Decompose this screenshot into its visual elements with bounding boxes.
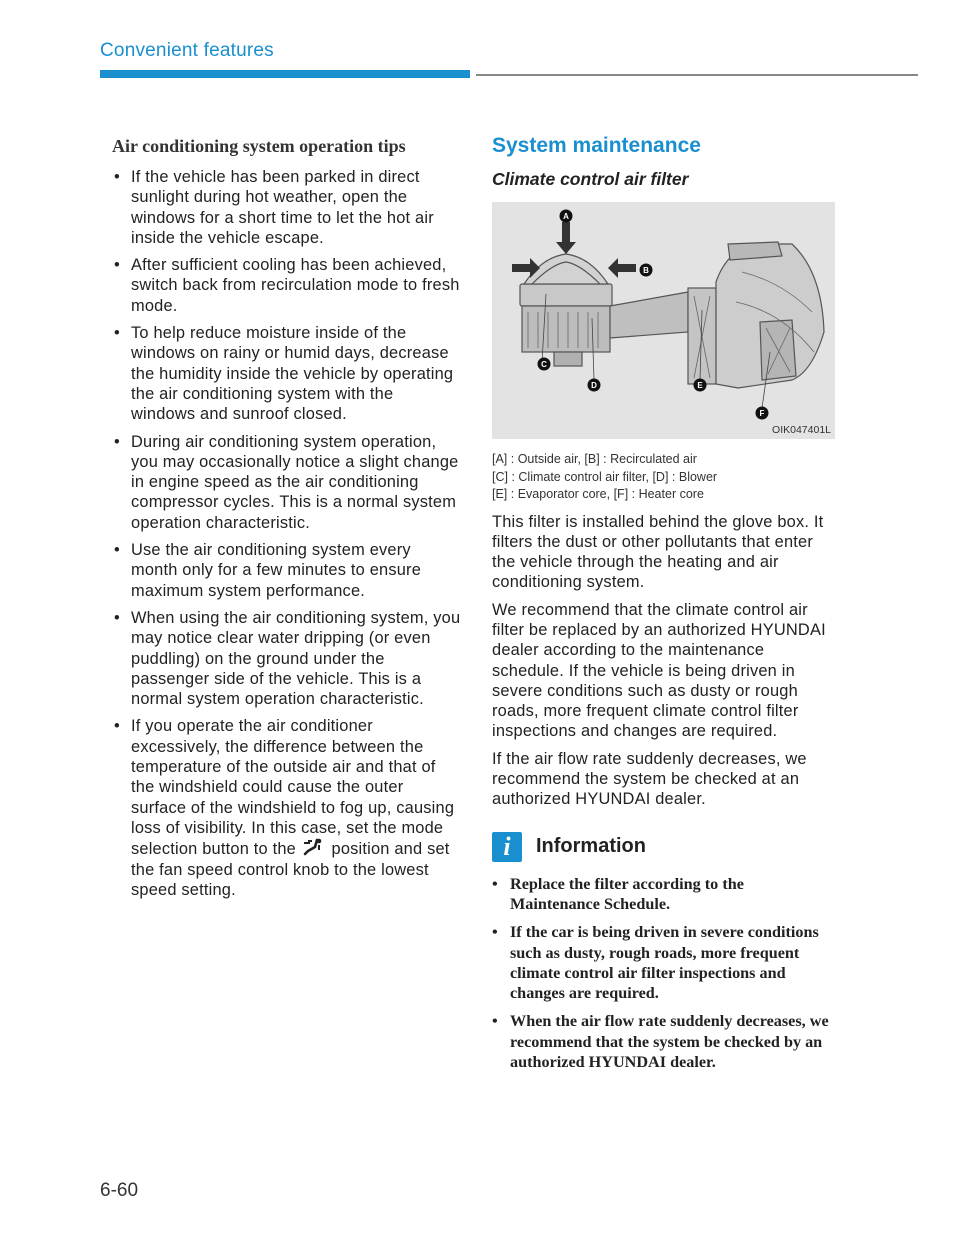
tip-text: After sufficient cooling has been achieved, switch back from recirculation mode to fresh mode. — [131, 256, 460, 315]
tip-item — [112, 167, 462, 248]
caption-line: [C] : Climate control air filter, [D] : Blower — [492, 469, 718, 484]
bullet: • — [114, 168, 120, 186]
bullet: • — [114, 324, 120, 343]
bullet: • — [114, 717, 120, 736]
bullet: • — [492, 874, 498, 893]
bullet: • — [114, 432, 120, 451]
right-column — [492, 134, 837, 1080]
bullet: • — [114, 608, 120, 627]
header-rule — [476, 74, 918, 76]
tip-item — [112, 716, 462, 900]
information-icon: i — [492, 832, 522, 862]
tip-text: To help reduce moisture inside of the windows on rainy or humid days, decrease the humidity inside the vehicle by operating the air conditioning system with the windows and sunroof closed. — [131, 324, 454, 424]
tip-item — [112, 608, 462, 709]
info-text: If the car is being driven in severe conditions such as dusty, rough roads, more frequent climate control air filter inspections and changes are required. — [510, 923, 819, 1003]
paragraph: This filter is installed behind the glove box. It filters the dust or other pollutants that enter the vehicle through the heating and air conditioning system. — [492, 512, 824, 592]
tip-text: If the vehicle has been parked in direct sunlight during hot weather, open the windows for a short time to let the hot air inside the vehicle escape. — [131, 168, 434, 247]
bullet: • — [114, 256, 120, 275]
section-title: Convenient features — [100, 40, 274, 61]
tip-text: When using the air conditioning system, you may notice clear water dripping (or even puddling) on the ground under the passenger side of the vehicle. This is a normal system operation characteristic. — [131, 608, 461, 709]
tip-item — [112, 323, 462, 424]
tips-list — [112, 167, 462, 900]
figure-caption — [492, 451, 837, 504]
information-list — [492, 874, 837, 1073]
bullet: • — [114, 541, 120, 560]
left-column — [112, 134, 462, 907]
caption-line: [E] : Evaporator core, [F] : Heater core — [492, 487, 704, 501]
filter-subheading: Climate control air filter — [492, 169, 689, 189]
info-text: When the air flow rate suddenly decreases, we recommend that the system be checked by an authorized HYUNDAI dealer. — [510, 1012, 829, 1072]
paragraph: We recommend that the climate control air filter be replaced by an authorized HYUNDAI dealer according to the maintenance schedule. If the vehicle is being driven in severe conditions such as dusty or rough roads, more frequent climate control filter inspections and changes are required. — [492, 600, 826, 741]
tips-heading: Air conditioning system operation tips — [112, 136, 406, 156]
bullet: • — [492, 1012, 498, 1031]
bullet: • — [492, 923, 498, 942]
info-item — [492, 922, 837, 1003]
label-d: D — [591, 381, 597, 390]
tip-text: Use the air conditioning system every month only for a few minutes to ensure maximum system performance. — [131, 541, 422, 600]
label-a: A — [563, 212, 569, 221]
info-text: Replace the filter according to the Maintenance Schedule. — [510, 874, 744, 913]
hvac-diagram — [492, 202, 835, 439]
information-title: Information — [536, 835, 646, 858]
label-b: B — [643, 266, 649, 275]
label-c: C — [541, 360, 547, 369]
label-f: F — [759, 409, 765, 418]
information-header — [492, 832, 837, 862]
tip-text-before-icon: If you operate the air conditioner excessively, the difference between the temperature of the outside air and that of the windshield could cause the outer surface of the windshield to fog up, causing loss of visibility. In this case, set the mode selection button to the — [131, 717, 455, 859]
tip-item — [112, 540, 462, 601]
header-rule-accent — [100, 70, 470, 78]
floor-defrost-mode-icon — [301, 838, 327, 856]
maintenance-heading: System maintenance — [492, 134, 701, 157]
tip-item — [112, 255, 462, 316]
label-e: E — [697, 381, 703, 390]
page-number: 6-60 — [100, 1180, 139, 1201]
figure-code: OIK047401L — [772, 424, 831, 436]
hvac-illustration — [492, 202, 835, 439]
info-item — [492, 874, 837, 915]
tip-text-after-icon: position and set the fan speed control knob to the lowest speed setting. — [131, 840, 450, 899]
tip-item — [112, 432, 462, 533]
paragraph: If the air flow rate suddenly decreases, we recommend the system be checked at an authorized HYUNDAI dealer. — [492, 749, 807, 809]
tip-text: During air conditioning system operation, you may occasionally notice a slight change in engine speed as the air conditioning compressor cycles. This is a normal system operation characteristic. — [131, 432, 459, 532]
info-item — [492, 1011, 837, 1072]
caption-line: [A] : Outside air, [B] : Recirculated air — [492, 452, 697, 466]
